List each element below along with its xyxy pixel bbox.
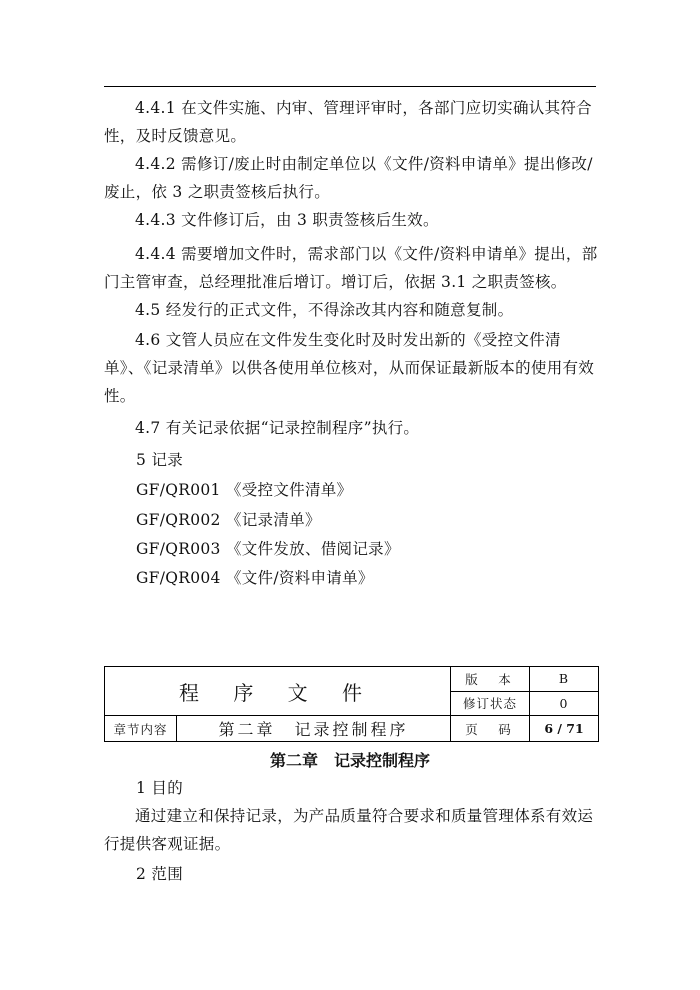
record-item: GF/QR002 《记录清单》 [136, 511, 321, 529]
paragraph-4-5: 4.5 经发行的正式文件，不得涂改其内容和随意复制。 [135, 301, 514, 319]
revision-value: 0 [530, 691, 599, 716]
chapter-value: 第二章 记录控制程序 [177, 716, 451, 742]
section-2-heading: 2 范围 [136, 865, 183, 883]
record-item: GF/QR003 《文件发放、借阅记录》 [136, 540, 400, 558]
record-item: GF/QR004 《文件/资料申请单》 [136, 569, 374, 587]
paragraph-4-4-2: 4.4.2 需修订/废止时由制定单位以《文件/资料申请单》提出修改/废止，依 3 之职责签核后执行。 [104, 155, 593, 201]
paragraph-4-4-4: 4.4.4 需要增加文件时，需求部门以《文件/资料申请单》提出，部门主管审查，总经理批准后增订。增订后，依据 3.1 之职责签核。 [104, 245, 598, 291]
paragraph-4-4-1: 4.4.1 在文件实施、内审、管理评审时，各部门应切实确认其符合性，及时反馈意见。 [104, 99, 592, 145]
section-1-heading: 1 目的 [136, 779, 183, 797]
page-number: 6 / 71 [530, 716, 599, 742]
top-rule [104, 86, 596, 87]
chapter-label: 章节内容 [105, 716, 177, 742]
revision-label: 修订状态 [451, 691, 530, 716]
version-label: 版 本 [451, 667, 530, 692]
page-label: 页 码 [451, 716, 530, 742]
paragraph-4-7: 4.7 有关记录依据“记录控制程序”执行。 [135, 419, 420, 437]
records-heading: 5 记录 [136, 451, 183, 469]
version-value: B [530, 667, 599, 692]
paragraph-4-4-3: 4.4.3 文件修订后，由 3 职责签核后生效。 [135, 211, 439, 229]
paragraph-4-6: 4.6 文管人员应在文件发生变化时及时发出新的《受控文件清单》、《记录清单》以供各使用单位核对，从而保证最新版本的使用有效性。 [104, 331, 595, 405]
document-type-title: 程 序 文 件 [105, 667, 451, 716]
document-header-table [104, 666, 599, 742]
section-1-body: 通过建立和保持记录，为产品质量符合要求和质量管理体系有效运行提供客观证据。 [104, 807, 594, 853]
record-item: GF/QR001 《受控文件清单》 [136, 481, 353, 499]
chapter-heading: 第二章 记录控制程序 [269, 751, 430, 770]
